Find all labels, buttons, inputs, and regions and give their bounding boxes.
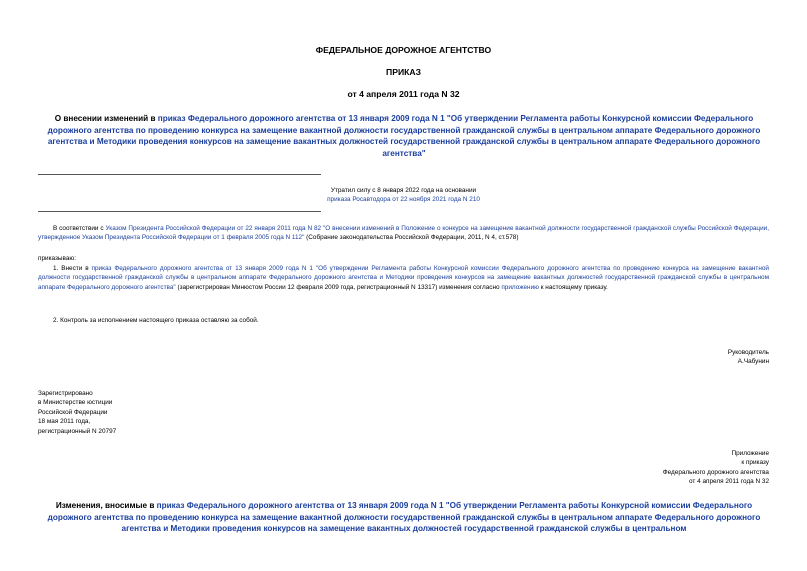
item1-suffix: к настоящему приказу. — [538, 283, 608, 291]
item1-appendix-link[interactable]: приложению — [501, 283, 539, 291]
status-note — [250, 186, 557, 205]
appendix-header — [560, 449, 769, 487]
signature — [580, 348, 769, 367]
preamble-prefix: В соответствии с — [53, 225, 106, 232]
item1-middle: (зарегистрирован Минюстом России 12 февраля 2009 года, регистрационный N 13317) изменения согласно — [175, 283, 502, 291]
preamble-suffix: (Собрание законодательства Российской Федерации, 2011, N 4, ст.578) — [304, 234, 519, 242]
appendix-line-4: от 4 апреля 2011 года N 32 — [689, 478, 769, 486]
preamble — [38, 224, 769, 243]
title-link[interactable]: приказ Федерального дорожного агентства от 13 января 2009 года N 1 "Об утверждении Регламента работы Конкурсной комиссии Федерального дорожного агентства по проведению конкурса на замещение вакантной должности государственной гражданской службы в центральном аппарате Федерального дорожного агентства и Методики проведения конкурсов на замещение вакантных должностей государственной гражданской службы в центральном аппарате Федерального дорожного агентства" — [47, 114, 761, 158]
status-link[interactable]: приказа Росавтодора от 22 ноября 2021 года N 210 — [327, 196, 480, 204]
doc-date: от 4 апреля 2011 года N 32 — [347, 89, 460, 99]
item-1 — [38, 264, 769, 292]
registration-line-1: Зарегистрировано — [38, 390, 93, 397]
divider-bottom — [38, 211, 321, 212]
changes-title-prefix: Изменения, вносимые в — [55, 501, 157, 510]
changes-title — [38, 500, 770, 535]
registration — [38, 389, 238, 436]
registration-line-2: в Министерстве юстиции — [38, 399, 113, 407]
signature-name: А.Чабунин — [737, 358, 769, 366]
preamble-link[interactable]: Указом Президента Российской Федерации от 22 января 2011 года N 82 "О внесении изменений в Положение о конкурсе на замещение вакантной должности государственной гражданской службы Российской Федерации, утвержденное Указом Президента Российской Федерации от 1 февраля 2005 года N 112" — [38, 225, 769, 242]
registration-line-5: регистрационный N 20797 — [38, 427, 117, 435]
registration-line-4: 18 мая 2011 года, — [38, 418, 91, 426]
appendix-line-2: к приказу — [741, 459, 769, 467]
agency-name: ФЕДЕРАЛЬНОЕ ДОРОЖНОЕ АГЕНТСТВО — [315, 45, 492, 55]
title-prefix: О внесении изменений в — [54, 114, 158, 123]
registration-line-3: Российской Федерации — [38, 408, 108, 416]
changes-title-link[interactable]: приказ Федерального дорожного агентства от 13 января 2009 года N 1 "Об утверждении Регламента работы Конкурсной комиссии Федерального дорожного агентства по проведению конкурса на замещение вакантной должности государственной гражданской службы в центральном аппарате Федерального дорожного агентства и Методики проведения конкурсов на замещение вакантных должностей государственной гражданской службы в центральном — [47, 501, 761, 534]
appendix-line-3: Федерального дорожного агентства — [662, 468, 769, 476]
document-title — [38, 113, 770, 159]
doc-type: ПРИКАЗ — [386, 67, 421, 77]
item1-link[interactable]: приказ Федерального дорожного агентства от 13 января 2009 года N 1 "Об утверждении Регламента работы Конкурсной комиссии Федерального дорожного агентства по проведению конкурса на замещение вакантной должности государственной гражданской службы в центральном аппарате Федерального дорожного агентства и Методики проведения конкурсов на замещение вакантных должностей государственной гражданской службы в центральном аппарате Федерального дорожного агентства" — [38, 265, 769, 291]
order-word: приказываю: — [38, 255, 76, 262]
divider-top — [38, 174, 321, 175]
item1-prefix: 1. Внести в — [53, 265, 92, 272]
signature-role: Руководитель — [727, 349, 769, 356]
status-line: Утратил силу с 8 января 2022 года на основании — [330, 187, 477, 194]
item-2: 2. Контроль за исполнением настоящего приказа оставляю за собой. — [53, 317, 259, 324]
appendix-line-1: Приложение — [731, 450, 769, 457]
